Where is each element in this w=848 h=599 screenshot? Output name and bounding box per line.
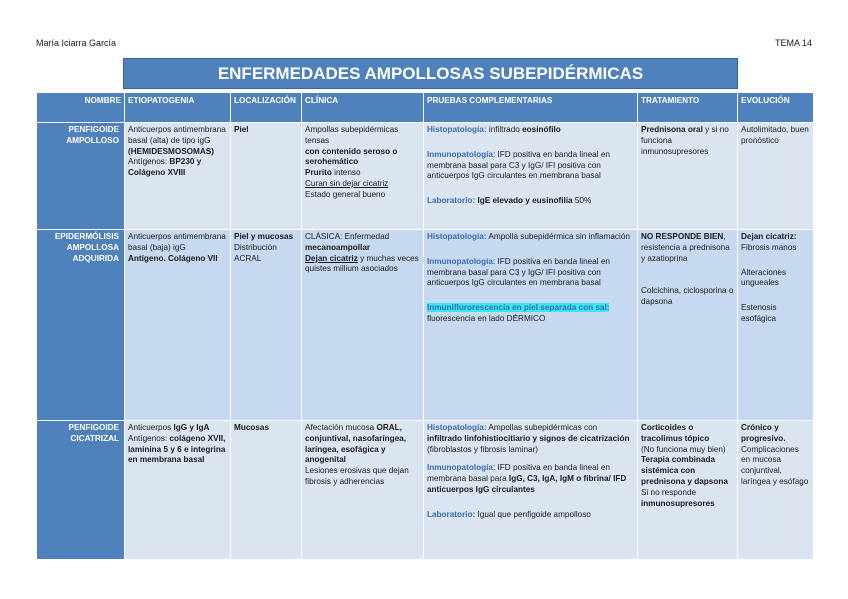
column-header-localizacion: LOCALIZACIÓN <box>231 93 302 123</box>
table-row <box>37 230 814 421</box>
disease-name: PENFIGOIDE AMPOLLOSO <box>37 123 125 230</box>
pruebas-cell: Histopatología: Ampollas subepidérmicas con infiltrado linfohistiocitiario y signos de cicatrización (fibroblastos y fibrosis laminar) Inmunopatología: IFD positiva en banda lineal en membrana basal para IgG, C3, IgA, IgM o fibrina/ IFD anticuerpos IgG circulantes Laboratorio: Igual que penfigoide ampolloso <box>424 421 638 560</box>
localizacion-cell: Piel y mucosas Distribución ACRAL <box>231 230 302 421</box>
etiopatogenia-cell: Anticuerpos antimembrana basal (baja) igG Antígeno. Colágeno VII <box>125 230 231 421</box>
evolucion-cell: Crónico y progresivo. Complicaciones en mucosa conjuntival, laríngea y esófago <box>738 421 814 560</box>
table-row <box>37 421 814 560</box>
author-name: María Iciarra García <box>36 38 117 48</box>
table-row <box>37 123 814 230</box>
clinica-cell: Ampollas subepidérmicas tensas con contenido seroso o serohemático Prurito intenso Curan sin dejar cicatriz Estado general bueno <box>302 123 424 230</box>
disease-name: EPIDERMÓLISIS AMPOLLOSA ADQUIRIDA <box>37 230 125 421</box>
clinica-cell: CLÁSICA: Enfermedad mecanoampollar Dejan cicatriz y muchas veces quistes millium asociados <box>302 230 424 421</box>
pruebas-cell: Histopatología: Ampolla subepidérmica sin inflamación Inmunopatología: IFD positiva en banda lineal en membrana basal para C3 y IgG/ IFI positiva con anticuerpos IgG circulantes en membrana basal Inmuniflurorescencia en piel separada con sal: fluorescencia en lado DÉRMICO <box>424 230 638 421</box>
pruebas-cell: Histopatología: infiltrado eosinófilo Inmunopatología: IFD positiva en banda lineal en membrana basal para C3 y IgG/ IFI positiva con anticuerpos IgG circulantes en membrana basal Laboratorio: IgE elevado y eusinofilia 50% <box>424 123 638 230</box>
tratamiento-cell: Corticoides o tracolimus tópico (No funciona muy bien) Terapia combinada sistémica con prednisona y dapsona Si no responde inmunosupresores <box>638 421 738 560</box>
tratamiento-cell: Prednisona oral y si no funciona inmunosupresores <box>638 123 738 230</box>
etiopatogenia-cell: Anticuerpos antimembrana basal (alta) de tipo igG (HEMIDESMOSOMAS) Antígenos: BP230 y Colágeno XVIII <box>125 123 231 230</box>
clinica-cell: Afectación mucosa ORAL, conjuntival, nasofaríngea, laríngea, esofágica y anogenital Lesiones erosivas que dejan fibrosis y adherencias <box>302 421 424 560</box>
column-header-name: NOMBRE <box>37 93 125 123</box>
evolucion-cell: Autolimitado, buen pronóstico <box>738 123 814 230</box>
column-header-clinica: CLÍNICA <box>302 93 424 123</box>
column-header-evolucion: EVOLUCIÓN <box>738 93 814 123</box>
topic-label: TEMA 14 <box>774 38 812 48</box>
tratamiento-cell: NO RESPONDE BIEN, resistencia a prednisona y azatioprina Colcichina, ciclosporina o dapsona <box>638 230 738 421</box>
localizacion-cell: Mucosas <box>231 421 302 560</box>
table-header-row <box>37 93 814 123</box>
diseases-table <box>36 92 814 560</box>
evolucion-cell: Dejan cicatriz: Fibrosis manos Alteraciones ungueales Estenosis esofágica <box>738 230 814 421</box>
etiopatogenia-cell: Anticuerpos IgG y IgA Antígenos: colágeno XVII, laminina 5 y 6 e integrina en membrana basal <box>125 421 231 560</box>
column-header-tratamiento: TRATAMIENTO <box>638 93 738 123</box>
column-header-pruebas: PRUEBAS COMPLEMENTARIAS <box>424 93 638 123</box>
page-title: ENFERMEDADES AMPOLLOSAS SUBEPIDÉRMICAS <box>123 58 738 89</box>
localizacion-cell: Piel <box>231 123 302 230</box>
column-header-etiopatogenia: ETIOPATOGENIA <box>125 93 231 123</box>
disease-name: PENFIGOIDE CICATRIZAL <box>37 421 125 560</box>
